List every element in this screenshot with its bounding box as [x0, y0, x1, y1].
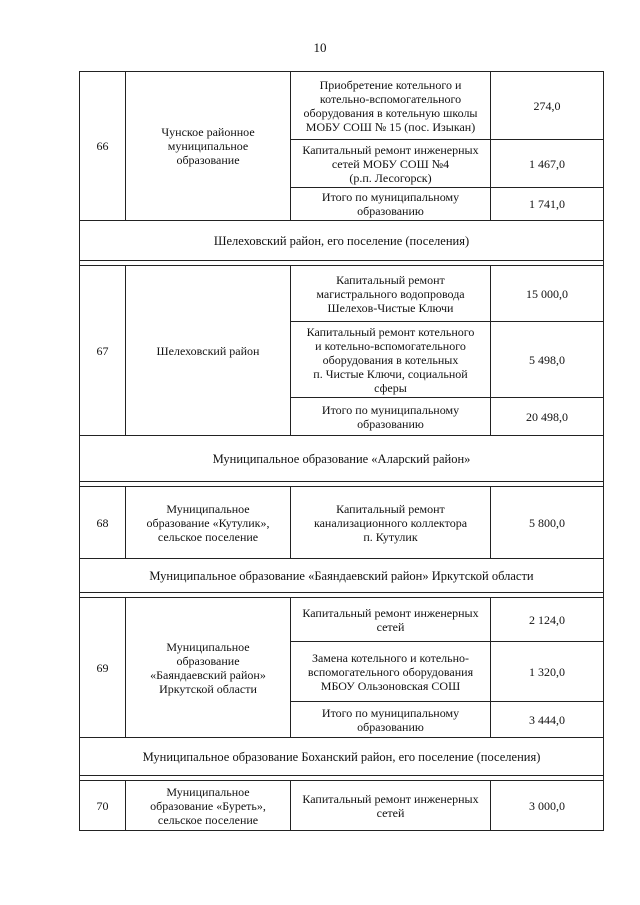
item-total-amount: 3 444,0: [491, 702, 604, 738]
item-amount: 1 320,0: [491, 642, 604, 702]
row-number: 70: [80, 781, 126, 831]
municipality-name: Муниципальное образование «Буреть», сельское поселение: [126, 781, 291, 831]
table-row: [80, 487, 604, 559]
item-amount: 1 467,0: [491, 140, 604, 188]
table-row: [80, 266, 604, 322]
section-header: Муниципальное образование «Аларский район»: [80, 436, 604, 482]
table-row: [80, 598, 604, 642]
item-total-label: Итого по муниципальному образованию: [291, 702, 491, 738]
item-description: Капитальный ремонт котельного и котельно-вспомогательного оборудования в котельных п. Чистые Ключи, социальной сферы: [291, 322, 491, 398]
item-total-amount: 1 741,0: [491, 188, 604, 221]
item-total-label: Итого по муниципальному образованию: [291, 188, 491, 221]
item-amount: 274,0: [491, 72, 604, 140]
funding-table: [79, 71, 604, 831]
section-header: Муниципальное образование «Баяндаевский район» Иркутской области: [80, 559, 604, 593]
item-amount: 3 000,0: [491, 781, 604, 831]
municipality-name: Шелеховский район: [126, 266, 291, 436]
page-number: 10: [313, 40, 327, 55]
item-description: Приобретение котельного и котельно-вспомогательного оборудования в котельную школы МОБУ СОШ № 15 (пос. Изыкан): [291, 72, 491, 140]
item-description: Капитальный ремонт инженерных сетей: [291, 781, 491, 831]
item-description: Замена котельного и котельно- вспомогательного оборудования МБОУ Ользоновская СОШ: [291, 642, 491, 702]
section-header: Муниципальное образование Боханский район, его поселение (поселения): [80, 738, 604, 776]
table-row: [80, 72, 604, 140]
item-amount: 2 124,0: [491, 598, 604, 642]
municipality-name: Муниципальное образование «Баяндаевский район» Иркутской области: [126, 598, 291, 738]
item-description: Капитальный ремонт канализационного коллектора п. Кутулик: [291, 487, 491, 559]
municipality-name: Муниципальное образование «Кутулик», сельское поселение: [126, 487, 291, 559]
row-number: 66: [80, 72, 126, 221]
item-description: Капитальный ремонт инженерных сетей МОБУ СОШ №4 (р.п. Лесогорск): [291, 140, 491, 188]
section-header: Шелеховский район, его поселение (поселения): [80, 221, 604, 261]
table-row: [80, 781, 604, 831]
item-amount: 15 000,0: [491, 266, 604, 322]
item-amount: 5 498,0: [491, 322, 604, 398]
row-number: 67: [80, 266, 126, 436]
item-description: Капитальный ремонт инженерных сетей: [291, 598, 491, 642]
municipality-name: Чунское районное муниципальное образование: [126, 72, 291, 221]
row-number: 68: [80, 487, 126, 559]
item-description: Капитальный ремонт магистрального водопровода Шелехов-Чистые Ключи: [291, 266, 491, 322]
item-total-amount: 20 498,0: [491, 398, 604, 436]
item-total-label: Итого по муниципальному образованию: [291, 398, 491, 436]
row-number: 69: [80, 598, 126, 738]
item-amount: 5 800,0: [491, 487, 604, 559]
